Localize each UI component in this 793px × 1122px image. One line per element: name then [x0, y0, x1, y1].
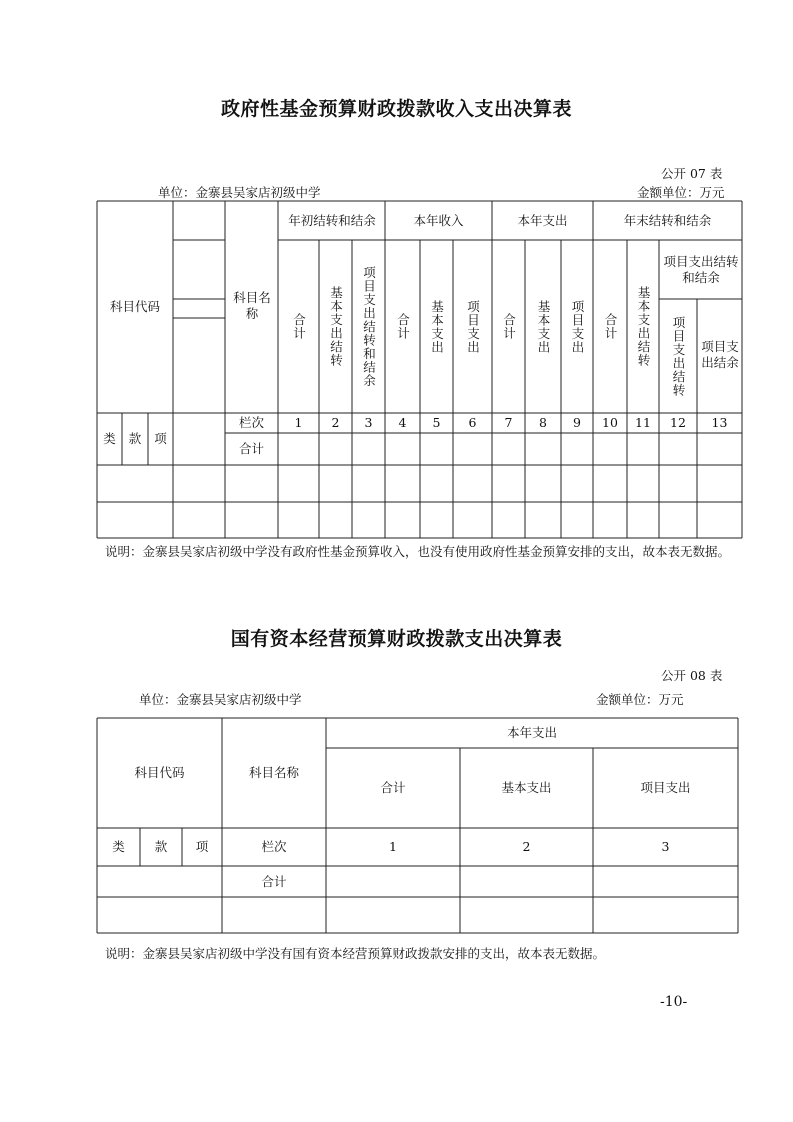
table1-header-income-project: 项目支出: [465, 299, 481, 354]
table1-title: 政府性基金预算财政拨款收入支出决算表: [220, 98, 572, 120]
table1-label-kuan: 款: [128, 431, 142, 446]
table1-col-number: 5: [432, 415, 441, 430]
table2-header-expense: 本年支出: [506, 725, 557, 740]
table1-header-end-balance: 年末结转和结余: [623, 212, 712, 228]
table2-unit: 单位：金寨县吴家店初级中学: [139, 692, 302, 707]
table1-header-income: 本年收入: [413, 212, 464, 228]
table1-header-income-basic: 基本支出: [429, 299, 445, 354]
table2-col-number: 3: [661, 839, 670, 854]
table1-header-end-project-carry: 项目支出结转: [671, 315, 686, 397]
table1-col-number: 12: [670, 415, 686, 430]
table1-header-begin-total: 合计: [291, 313, 307, 340]
table2-col-number: 1: [389, 839, 397, 854]
table1-col-number: 8: [539, 415, 547, 430]
table2-total-row-label: 合计: [261, 873, 287, 889]
table2-title: 国有资本经营预算财政拨款支出决算表: [230, 628, 563, 650]
table1-col-number: 2: [331, 415, 340, 430]
table2-label-xiang: 项: [195, 839, 209, 854]
table1-note: 说明：金寨县吴家店初级中学没有政府性基金预算收入，也没有使用政府性基金预算安排的支出，故本表无数据。: [105, 544, 731, 559]
page-number: -10-: [660, 994, 688, 1010]
table1-header-expense-total: 合计: [501, 313, 517, 340]
table1-header-project-balance: 项目支出结转和结余: [663, 253, 739, 285]
table1-header-name: 科目名称: [233, 290, 271, 321]
table1-header-expense-project: 项目支出: [570, 299, 585, 354]
table1-label-lanci: 栏次: [238, 415, 264, 430]
table1-col-number: 6: [468, 415, 477, 430]
table1-label-xiang: 项: [154, 431, 167, 446]
table2-col-number: 2: [522, 839, 531, 854]
table1-header-begin-basic: 基本支出结转: [328, 286, 344, 367]
table1-header-expense: 本年支出: [517, 212, 568, 228]
table1-col-number: 13: [711, 415, 728, 430]
table1-col-number: 11: [635, 415, 651, 430]
table2-header-code: 科目代码: [134, 765, 185, 780]
table2-label-kuan: 款: [154, 839, 168, 854]
table1-header-begin-project: 项目支出结转和结余: [361, 265, 377, 388]
table1-form-number: 公开 07 表: [661, 166, 723, 181]
table2-label-lei: 类: [112, 839, 125, 854]
table1-header-end-total: 合计: [603, 313, 618, 340]
table1-header-income-total: 合计: [395, 313, 411, 340]
table1-label-lei: 类: [103, 431, 116, 446]
table2-amount-unit: 金额单位：万元: [596, 692, 684, 707]
table2-header-total: 合计: [380, 780, 406, 795]
table1-unit: 单位：金寨县吴家店初级中学: [158, 185, 321, 200]
table2-header-basic: 基本支出: [501, 780, 552, 795]
table1-col-number: 9: [573, 415, 581, 430]
table1-col-number: 3: [364, 415, 373, 430]
table1-header-end-project-remain: 项目支出结余: [701, 339, 739, 370]
table2-header-name: 科目名称: [248, 765, 299, 780]
table2-form-number: 公开 08 表: [661, 668, 723, 683]
table1-header-end-basic: 基本支出结转: [636, 286, 651, 367]
table1-amount-unit: 金额单位：万元: [637, 185, 725, 200]
table1-col-number: 4: [398, 415, 407, 430]
table1-header-code: 科目代码: [109, 299, 160, 314]
table1-header-begin-balance: 年初结转和结余: [288, 212, 376, 228]
table1-col-number: 7: [504, 415, 513, 430]
table1-col-number: 1: [294, 415, 303, 430]
table2-header-project: 项目支出: [640, 780, 691, 795]
table1-col-number: 10: [602, 415, 618, 430]
table1-total-row-label: 合计: [238, 441, 264, 456]
table2-note: 说明：金寨县吴家店初级中学没有国有资本经营预算财政拨款安排的支出，故本表无数据。: [105, 946, 606, 961]
table1-header-expense-basic: 基本支出: [536, 299, 551, 354]
table2-label-lanci: 栏次: [261, 839, 287, 854]
